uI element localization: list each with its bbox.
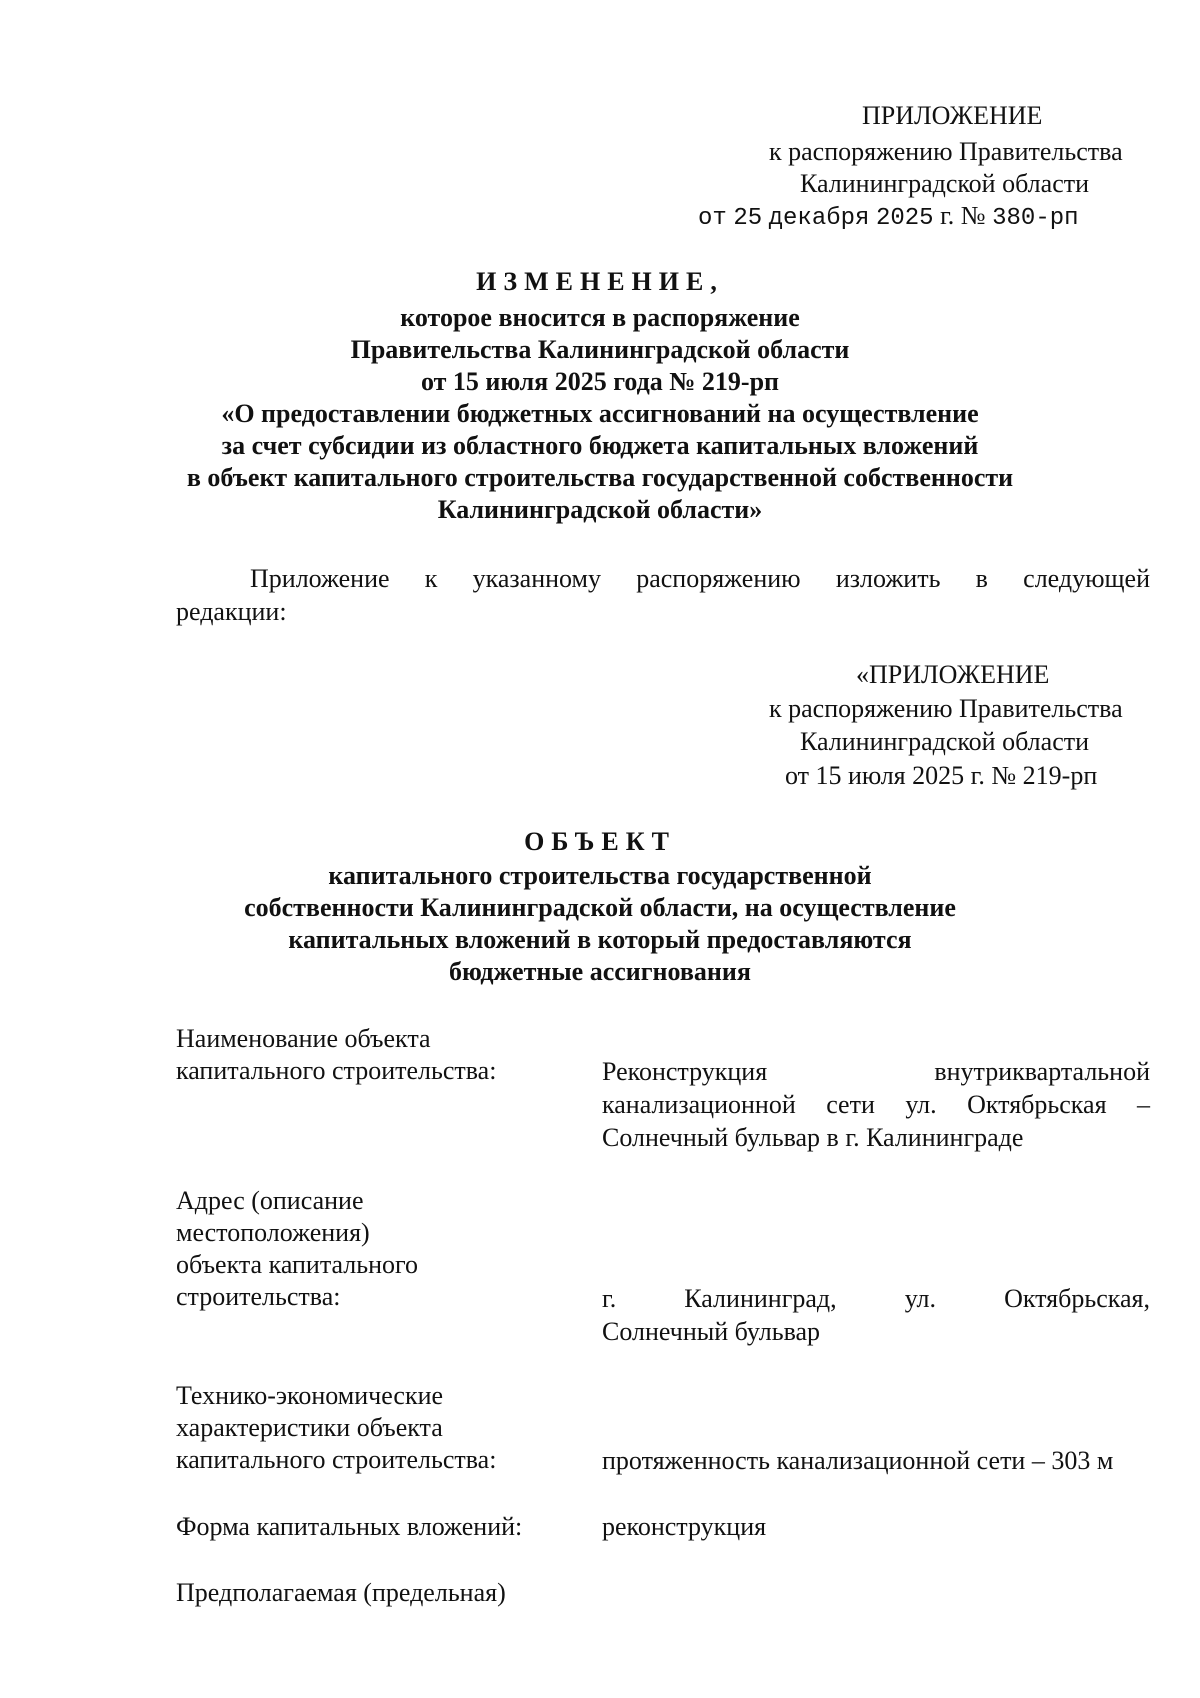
amendment-title: ИЗМЕНЕНИЕ,: [476, 267, 724, 296]
object-line-2: собственности Калининградской области, на осуществление: [244, 893, 956, 922]
field-estimated-cost-label: Предполагаемая (предельная): [176, 1578, 506, 1607]
field-name-value-line-2: канализационной сети ул. Октябрьская –: [602, 1090, 1150, 1119]
annex-line-1: к распоряжению Правительства: [769, 694, 1123, 723]
header-date-year: 2025: [875, 205, 934, 232]
field-address-value-line-1: г. Калининград, ул. Октябрьская,: [602, 1284, 1150, 1313]
intro-line-2: редакции:: [176, 597, 287, 626]
object-title: ОБЪЕКТ: [524, 827, 676, 856]
object-line-4: бюджетные ассигнования: [449, 957, 751, 986]
intro-line-1: Приложение к указанному распоряжению изложить в следующей: [250, 564, 1150, 593]
field-characteristics-value: протяженность канализационной сети – 303 м: [602, 1446, 1114, 1475]
field-name-label: Наименование объекта капитального строительства:: [176, 1024, 497, 1085]
field-characteristics-label: Технико-экономические характеристики объекта капитального строительства:: [176, 1381, 497, 1474]
field-address-label: Адрес (описание местоположения) объекта капитального строительства:: [176, 1186, 419, 1311]
amendment-line-5: за счет субсидии из областного бюджета капитальных вложений: [221, 431, 979, 460]
amendment-line-1: которое вносится в распоряжение: [400, 303, 800, 332]
header-date-line: [698, 200, 1079, 235]
annex-line-2: Калининградской области: [800, 727, 1090, 756]
amendment-line-2: Правительства Калининградской области: [350, 335, 850, 364]
object-line-3: капитальных вложений в который предоставляются: [288, 925, 912, 954]
field-address-value-line-2: Солнечный бульвар: [602, 1317, 821, 1346]
annex-title: «ПРИЛОЖЕНИЕ: [856, 660, 1050, 689]
field-investment-form-value: реконструкция: [602, 1512, 767, 1541]
amendment-line-6: в объект капитального строительства государственной собственности: [186, 463, 1014, 492]
field-name-value-line-3: Солнечный бульвар в г. Калининграде: [602, 1123, 1024, 1152]
amendment-line-3: от 15 июля 2025 года № 219-рп: [420, 367, 780, 396]
header-line-1: к распоряжению Правительства: [769, 137, 1123, 166]
header-date-g: г. №: [940, 201, 986, 230]
header-title: ПРИЛОЖЕНИЕ: [862, 101, 1043, 130]
amendment-line-7: Калининградской области»: [437, 495, 763, 524]
header-line-2: Калининградской области: [800, 169, 1090, 198]
annex-line-3: от 15 июля 2025 г. № 219-рп: [785, 761, 1098, 790]
header-date-prefix: от: [698, 205, 727, 232]
header-date-day: 25: [733, 205, 763, 232]
header-date-month: декабря: [768, 205, 870, 232]
field-name-value-line-1: Реконструкция внутриквартальной: [602, 1057, 1150, 1086]
field-investment-form-label: Форма капитальных вложений:: [176, 1512, 523, 1541]
header-number: 380-рп: [992, 205, 1079, 232]
amendment-line-4: «О предоставлении бюджетных ассигнований на осуществление: [221, 399, 979, 428]
object-line-1: капитального строительства государственной: [328, 861, 872, 890]
